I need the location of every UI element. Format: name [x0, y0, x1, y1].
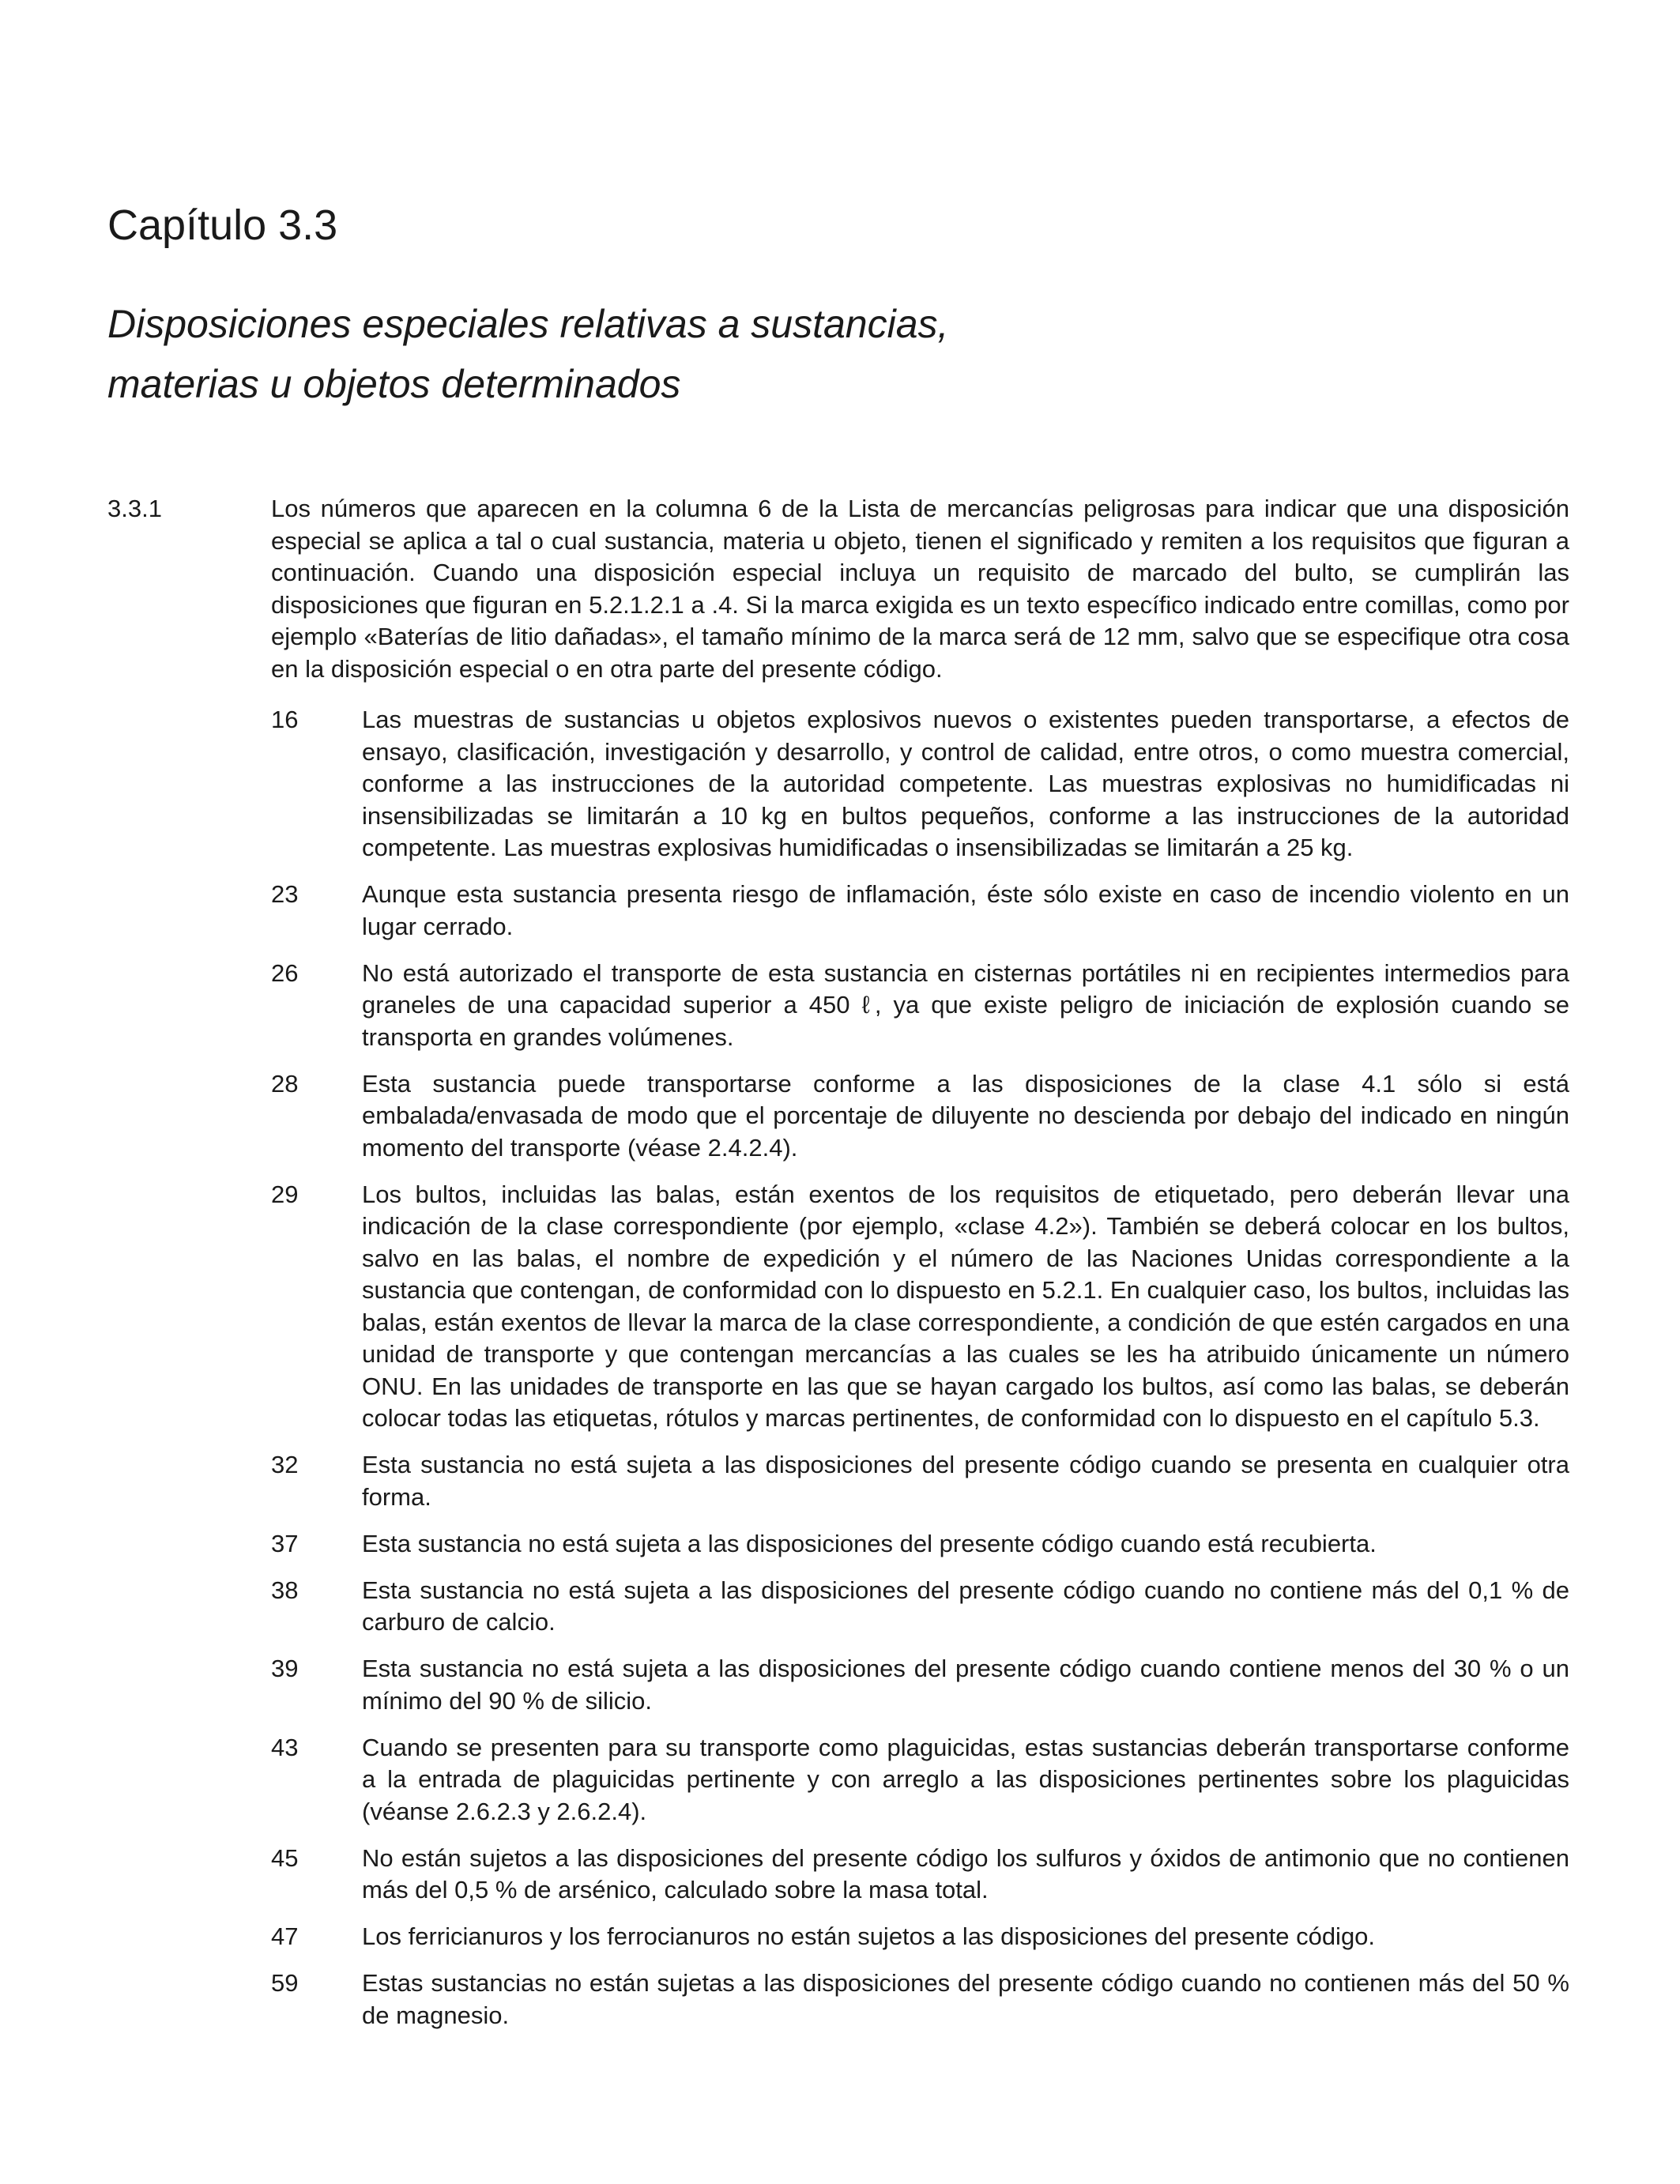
provision-number: 43 — [271, 1733, 299, 1761]
provision-item — [107, 1068, 1569, 1165]
provision-text: Esta sustancia no está sujeta a las disposiciones del presente código cuando no contiene más del 0,1 % de carburo de calcio. — [362, 1576, 1569, 1636]
provision-number: 38 — [271, 1576, 299, 1604]
provision-text: Cuando se presenten para su transporte como plaguicidas, estas sustancias deberán transportarse conforme a la entrada de plaguicidas pertinente y con arreglo a las disposiciones pertinentes sobre los plaguicidas (véanse 2.6.2.3 y 2.6.2.4). — [362, 1733, 1569, 1825]
provision-number: 23 — [271, 880, 299, 908]
provision-text: Estas sustancias no están sujetas a las disposiciones del presente código cuando no contienen más del 50 % de magnesio. — [362, 1969, 1569, 2029]
provision-text: Esta sustancia no está sujeta a las disposiciones del presente código cuando contiene menos del 30 % o un mínimo del 90 % de silicio. — [362, 1655, 1569, 1715]
provision-text: Esta sustancia no está sujeta a las disposiciones del presente código cuando se presenta en cualquier otra forma. — [362, 1451, 1569, 1511]
provision-text: Los ferricianuros y los ferrocianuros no están sujetos a las disposiciones del presente código. — [362, 1922, 1376, 1950]
provision-number: 59 — [271, 1969, 299, 1997]
provision-item — [107, 1843, 1569, 1907]
provision-text: Aunque esta sustancia presenta riesgo de inflamación, éste sólo existe en caso de incendio violento en un lugar cerrado. — [362, 880, 1569, 940]
provision-item — [107, 704, 1569, 864]
section-intro — [107, 493, 1569, 685]
chapter-subtitle-line: materias u objetos determinados — [107, 362, 681, 406]
provision-item — [107, 1732, 1569, 1828]
provision-item — [107, 1921, 1569, 1953]
special-provisions-list — [107, 704, 1569, 2031]
provision-number: 47 — [271, 1922, 299, 1950]
provision-number: 37 — [271, 1529, 299, 1557]
provision-item — [107, 1528, 1569, 1561]
chapter-title: Capítulo 3.3 — [107, 201, 338, 249]
provision-text: Las muestras de sustancias u objetos explosivos nuevos o existentes pueden transportarse, a efectos de ensayo, clasificación, investigación y desarrollo, y control de calidad, entre otros, o como muestra comercial, conforme a las instrucciones de la autoridad competente. Las muestras explosivas no humidificadas ni insensibilizadas se limitarán a 10 kg en bultos pequeños, conforme a las instrucciones de la autoridad competente. Las muestras explosivas humidificadas o insensibilizadas se limitarán a 25 kg. — [362, 706, 1569, 861]
section-text: Los números que aparecen en la columna 6 de la Lista de mercancías peligrosas para indicar que una disposición especial se aplica a tal o cual sustancia, materia u objeto, tienen el significado y remiten a los requisitos que figuran a continuación. Cuando una disposición especial incluya un requisito de marcado del bulto, se cumplirán las disposiciones que figuran en 5.2.1.2.1 a .4. Si la marca exigida es un texto específico indicado entre comillas, como por ejemplo «Baterías de litio dañadas», el tamaño mínimo de la marca será de 12 mm, salvo que se especifique otra cosa en la disposición especial o en otra parte del presente código. — [271, 495, 1569, 683]
provision-item — [107, 1179, 1569, 1435]
provision-text: No está autorizado el transporte de esta sustancia en cisternas portátiles ni en recipientes intermedios para graneles de una capacidad superior a 450 ℓ, ya que existe peligro de iniciación de explosión cuando se transporta en grandes volúmenes. — [362, 958, 1569, 1051]
provision-item — [107, 1653, 1569, 1717]
provision-item — [107, 1449, 1569, 1513]
section-number: 3.3.1 — [107, 495, 162, 522]
provision-text: Esta sustancia no está sujeta a las disposiciones del presente código cuando está recubierta. — [362, 1529, 1377, 1557]
provision-text: No están sujetos a las disposiciones del presente código los sulfuros y óxidos de antimonio que no contienen más del 0,5 % de arsénico, calculado sobre la masa total. — [362, 1843, 1569, 1903]
provision-item — [107, 879, 1569, 943]
section-3-3-1 — [107, 493, 1569, 2047]
provision-number: 28 — [271, 1069, 299, 1098]
provision-item — [107, 1575, 1569, 1639]
provision-number: 26 — [271, 958, 299, 987]
provision-number: 16 — [271, 706, 299, 733]
provision-number: 39 — [271, 1655, 299, 1682]
provision-number: 45 — [271, 1843, 299, 1872]
provision-text: Los bultos, incluidas las balas, están exentos de los requisitos de etiquetado, pero deberán llevar una indicación de la clase correspondiente (por ejemplo, «clase 4.2»). También se deberá colocar en los bultos, salvo en las balas, el nombre de expedición y el número de las Naciones Unidas correspondiente a la sustancia que contengan, de conformidad con lo dispuesto en 5.2.1. En cualquier caso, los bultos, incluidas las balas, están exentos de llevar la marca de la clase correspondiente, a condición de que estén cargados en una unidad de transporte y que contengan mercancías a las cuales se les ha atribuido únicamente un número ONU. En las unidades de transporte en las que se hayan cargado los bultos, así como las balas, se deberán colocar todas las etiquetas, rótulos y marcas pertinentes, de conformidad con lo dispuesto en el capítulo 5.3. — [362, 1180, 1569, 1432]
chapter-subtitle-line: Disposiciones especiales relativas a sustancias, — [107, 302, 949, 346]
chapter-subtitle — [107, 294, 948, 414]
provision-item — [107, 958, 1569, 1054]
provision-number: 29 — [271, 1180, 299, 1208]
provision-number: 32 — [271, 1451, 299, 1478]
provision-text: Esta sustancia puede transportarse conforme a las disposiciones de la clase 4.1 sólo si está embalada/envasada de modo que el porcentaje de diluyente no descienda por debajo del indicado en ningún momento del transporte (véase 2.4.2.4). — [362, 1069, 1569, 1162]
provision-item — [107, 1967, 1569, 2031]
